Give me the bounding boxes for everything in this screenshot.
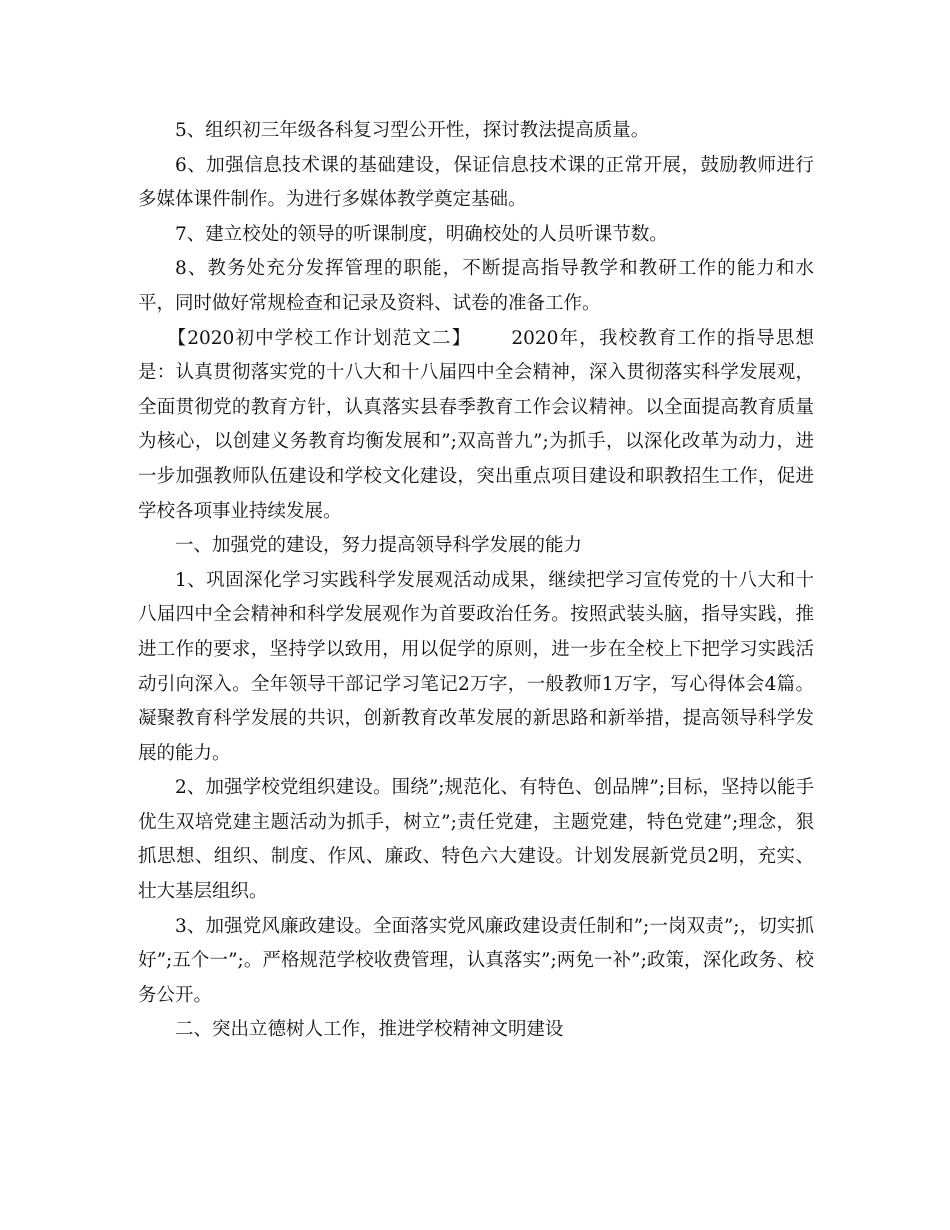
section-title: 【2020初中学校工作计划范文二】 xyxy=(167,327,472,349)
paragraph-item-5: 5、组织初三年级各科复习型公开性，探讨教法提高质量。 xyxy=(175,120,650,141)
paragraph-party-2: 2、加强学校党组织建设。围绕”;规范化、有特色、创品牌”;目标，坚持以能手优生双培党建主题活动为抓手，树立”;责任党建，主题党建，特色党建”;理念，狠抓思想、组织、制度、作风、廉政、特色六大建设。计划发展新党员2明，充实、壮大基层组织。 xyxy=(138,777,814,903)
paragraph-item-8: 8、教务处充分发挥管理的职能，不断提高指导教学和教研工作的能力和水平，同时做好常规检查和记录及资料、试卷的准备工作。 xyxy=(138,258,814,314)
paragraph-party-3: 3、加强党风廉政建设。全面落实党风廉政建设责任制和”;一岗双责”;，切实抓好”;五个一”;。严格规范学校收费管理，认真落实”;两免一补”;政策，深化政务、校务公开。 xyxy=(138,915,814,1006)
paragraph-party-1: 1、巩固深化学习实践科学发展观活动成果，继续把学习宣传党的十八大和十八届四中全会精神和科学发展观作为首要政治任务。按照武装头脑，指导实践，推进工作的要求，坚持学以致用，用以促学的原则，进一步在全校上下把学习实践活动引向深入。全年领导干部记学习笔记2万字，一般教师1万字，写心得体会4篇。凝聚教育科学发展的共识，创新教育改革发展的新思路和新举措，提高领导科学发展的能力。 xyxy=(138,569,814,764)
document-body xyxy=(138,114,814,1048)
section-intro-paragraph xyxy=(138,322,814,530)
heading-moral-education: 二、突出立德树人工作，推进学校精神文明建设 xyxy=(175,1019,564,1041)
paragraph-item-7: 7、建立校处的领导的听课制度，明确校处的人员听课节数。 xyxy=(175,223,668,245)
section-intro-text: 2020年，我校教育工作的指导思想是：认真贯彻落实党的十八大和十八届四中全会精神，深入贯彻落实科学发展观，全面贯彻党的教育方针，认真落实县春季教育工作会议精神。以全面提高教育质量为核心，以创建义务教育均衡发展和”;双高普九”;为抓手，以深化改革为动力，进一步加强教师队伍建设和学校文化建设，突出重点项目建设和职教招生工作，促进学校各项事业持续发展。 xyxy=(138,327,814,522)
heading-party-building: 一、加强党的建设，努力提高领导科学发展的能力 xyxy=(175,535,583,557)
paragraph-item-6: 6、加强信息技术课的基础建设，保证信息技术课的正常开展，鼓励教师进行多媒体课件制作。为进行多媒体教学奠定基础。 xyxy=(138,154,814,211)
